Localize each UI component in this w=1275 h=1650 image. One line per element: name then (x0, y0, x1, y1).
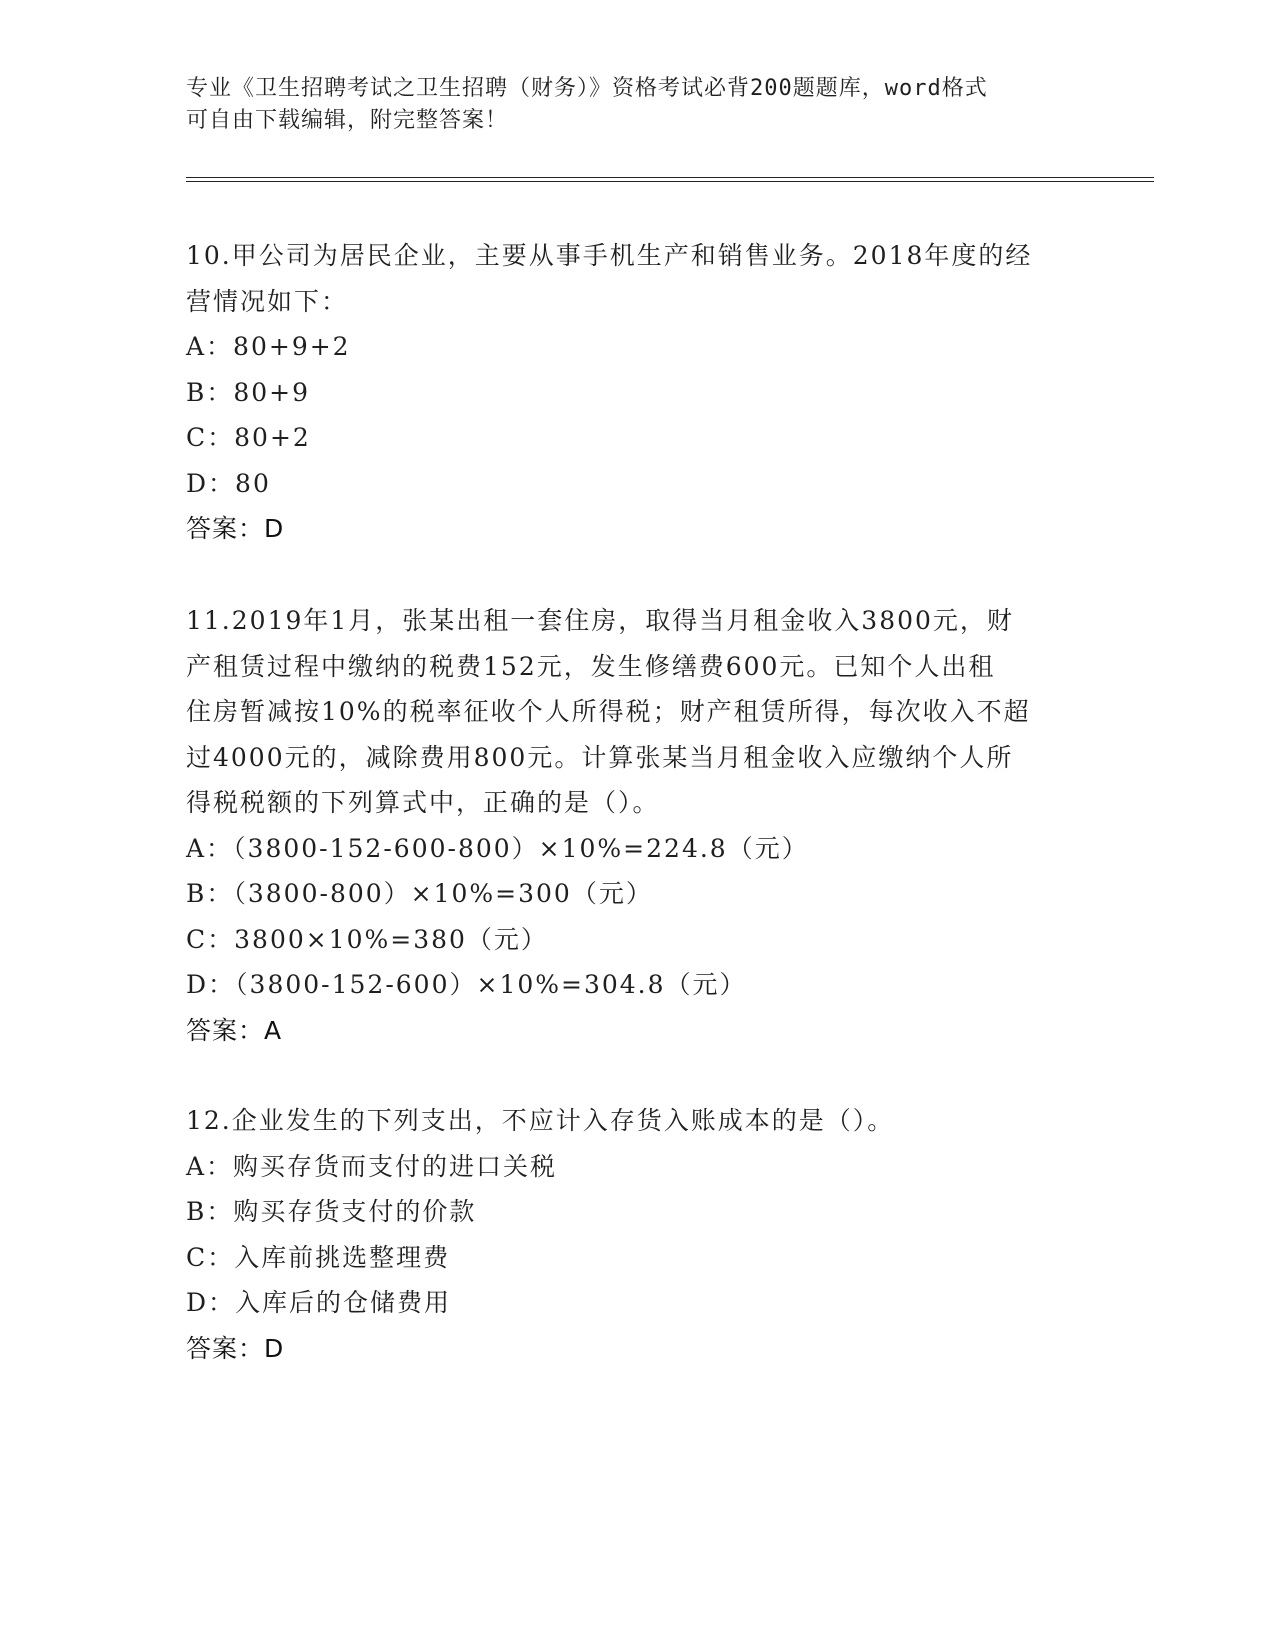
question-stem-line: 营情况如下： (186, 286, 349, 316)
option-a: A：80+9+2 (186, 332, 351, 361)
question-stem-line: 得税税额的下列算式中，正确的是（）。 (186, 788, 660, 817)
document-header (186, 73, 1066, 137)
option-a: A：（3800-152-600-800）×10%=224.8（元） (186, 833, 809, 863)
question-stem (186, 1098, 1086, 1144)
option-c: C：80+2 (186, 423, 311, 452)
question-stem-line: 10.甲公司为居民企业，主要从事手机生产和销售业务。2018年度的经 (186, 241, 1033, 270)
header-divider (186, 177, 1154, 182)
answer-label: 答案：D (186, 514, 285, 543)
question-10 (186, 233, 1086, 552)
option-c: C：入库前挑选整理费 (186, 1242, 451, 1272)
option-c: C：3800×10%=380（元） (186, 924, 548, 954)
question-stem-line: 住房暂减按10%的税率征收个人所得税；财产租赁所得，每次收入不超 (186, 697, 1031, 726)
question-11 (186, 598, 1086, 1053)
question-12 (186, 1098, 1086, 1371)
question-stem-line: 过4000元的，减除费用800元。计算张某当月租金收入应缴纳个人所 (186, 742, 1014, 772)
option-b: B：80+9 (186, 377, 311, 407)
option-b: B：购买存货支付的价款 (186, 1197, 477, 1226)
option-b: B：（3800-800）×10%=300（元） (186, 879, 653, 908)
header-line-2: 可自由下载编辑，附完整答案！ (186, 108, 509, 133)
question-stem (186, 598, 1086, 826)
option-d: D：（3800-152-600）×10%=304.8（元） (186, 970, 747, 999)
question-stem-line: 11.2019年1月，张某出租一套住房，取得当月租金收入3800元，财 (186, 606, 1014, 635)
question-stem (186, 233, 1086, 324)
option-d: D：80 (186, 468, 271, 498)
question-stem-line: 产租赁过程中缴纳的税费152元，发生修缮费600元。已知个人出租 (186, 651, 996, 681)
answer-label: 答案：D (186, 1333, 285, 1363)
option-a: A：购买存货而支付的进口关税 (186, 1151, 558, 1181)
option-d: D：入库后的仓储费用 (186, 1288, 452, 1317)
header-line-1: 专业《卫生招聘考试之卫生招聘（财务）》资格考试必背200题题库，word格式 (186, 76, 988, 101)
question-stem-line: 12.企业发生的下列支出，不应计入存货入账成本的是（）。 (186, 1106, 895, 1135)
answer-label: 答案：A (186, 1015, 283, 1045)
